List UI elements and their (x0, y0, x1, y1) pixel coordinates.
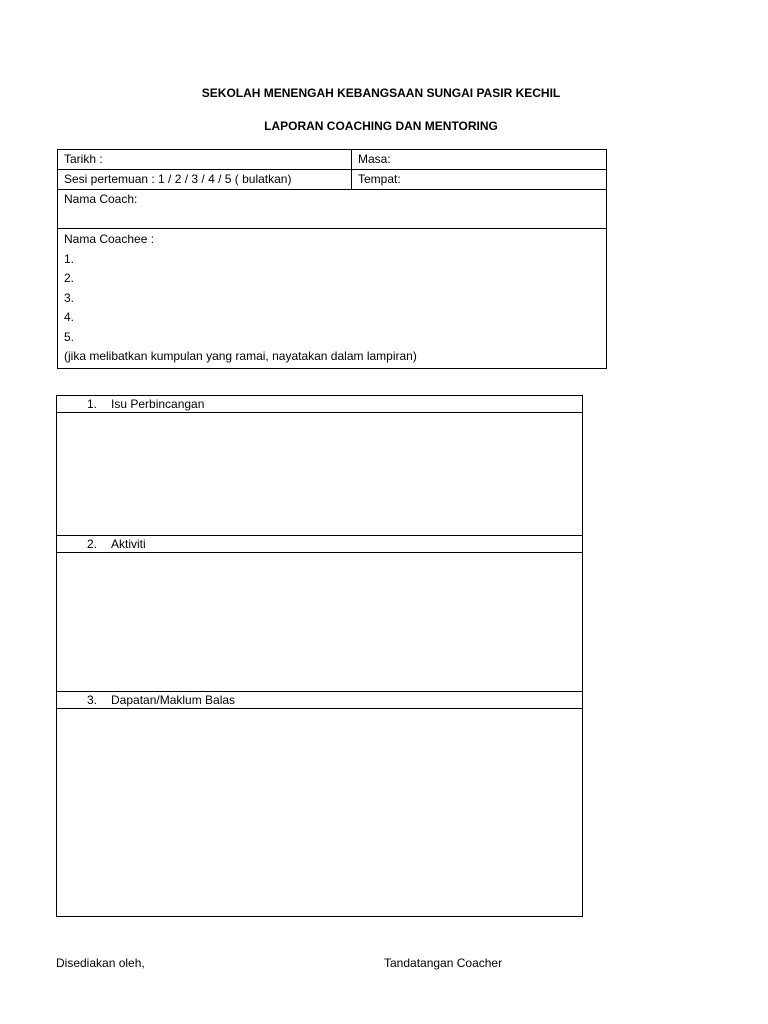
section-number: 3. (87, 693, 98, 707)
section-label: Dapatan/Maklum Balas (111, 693, 236, 707)
section-label: Aktiviti (111, 537, 146, 551)
isu-perbincangan-box[interactable] (57, 413, 583, 536)
sesi-pertemuan-field[interactable]: Sesi pertemuan : 1 / 2 / 3 / 4 / 5 ( bulatkan) (58, 170, 352, 190)
dapatan-maklum-balas-box[interactable] (57, 709, 583, 917)
nama-coach-field[interactable] (58, 190, 607, 229)
tarikh-field[interactable]: Tarikh : (58, 150, 352, 170)
coachee-line-3[interactable]: 3. (64, 290, 75, 305)
coachee-line-1[interactable]: 1. (64, 251, 75, 266)
masa-field[interactable]: Masa: (352, 150, 607, 170)
prepared-by-label: Disediakan oleh, (56, 956, 145, 970)
report-title: LAPORAN COACHING DAN MENTORING (264, 119, 498, 133)
nama-coachee-label: Nama Coachee : (64, 232, 155, 246)
section-number: 2. (87, 537, 98, 551)
session-info-table (57, 149, 607, 369)
coachee-line-2[interactable]: 2. (64, 271, 75, 285)
section-header-isu (57, 396, 583, 413)
nama-coach-label: Nama Coach: (64, 192, 138, 206)
section-number: 1. (87, 397, 98, 411)
coachee-line-5[interactable]: 5. (64, 329, 75, 344)
nama-coachee-field[interactable] (58, 229, 607, 369)
school-title: SEKOLAH MENENGAH KEBANGSAAN SUNGAI PASIR KECHIL (201, 86, 561, 100)
tempat-field[interactable]: Tempat: (352, 170, 607, 190)
aktiviti-box[interactable] (57, 553, 583, 692)
report-sections-table (56, 395, 583, 917)
section-header-aktiviti (57, 536, 583, 553)
signature-label: Tandatangan Coacher (384, 956, 503, 970)
coachee-line-4[interactable]: 4. (64, 310, 75, 324)
coachee-note: (jika melibatkan kumpulan yang ramai, nayatakan dalam lampiran) (64, 349, 417, 363)
section-header-dapatan (57, 692, 583, 709)
section-label: Isu Perbincangan (111, 397, 205, 411)
